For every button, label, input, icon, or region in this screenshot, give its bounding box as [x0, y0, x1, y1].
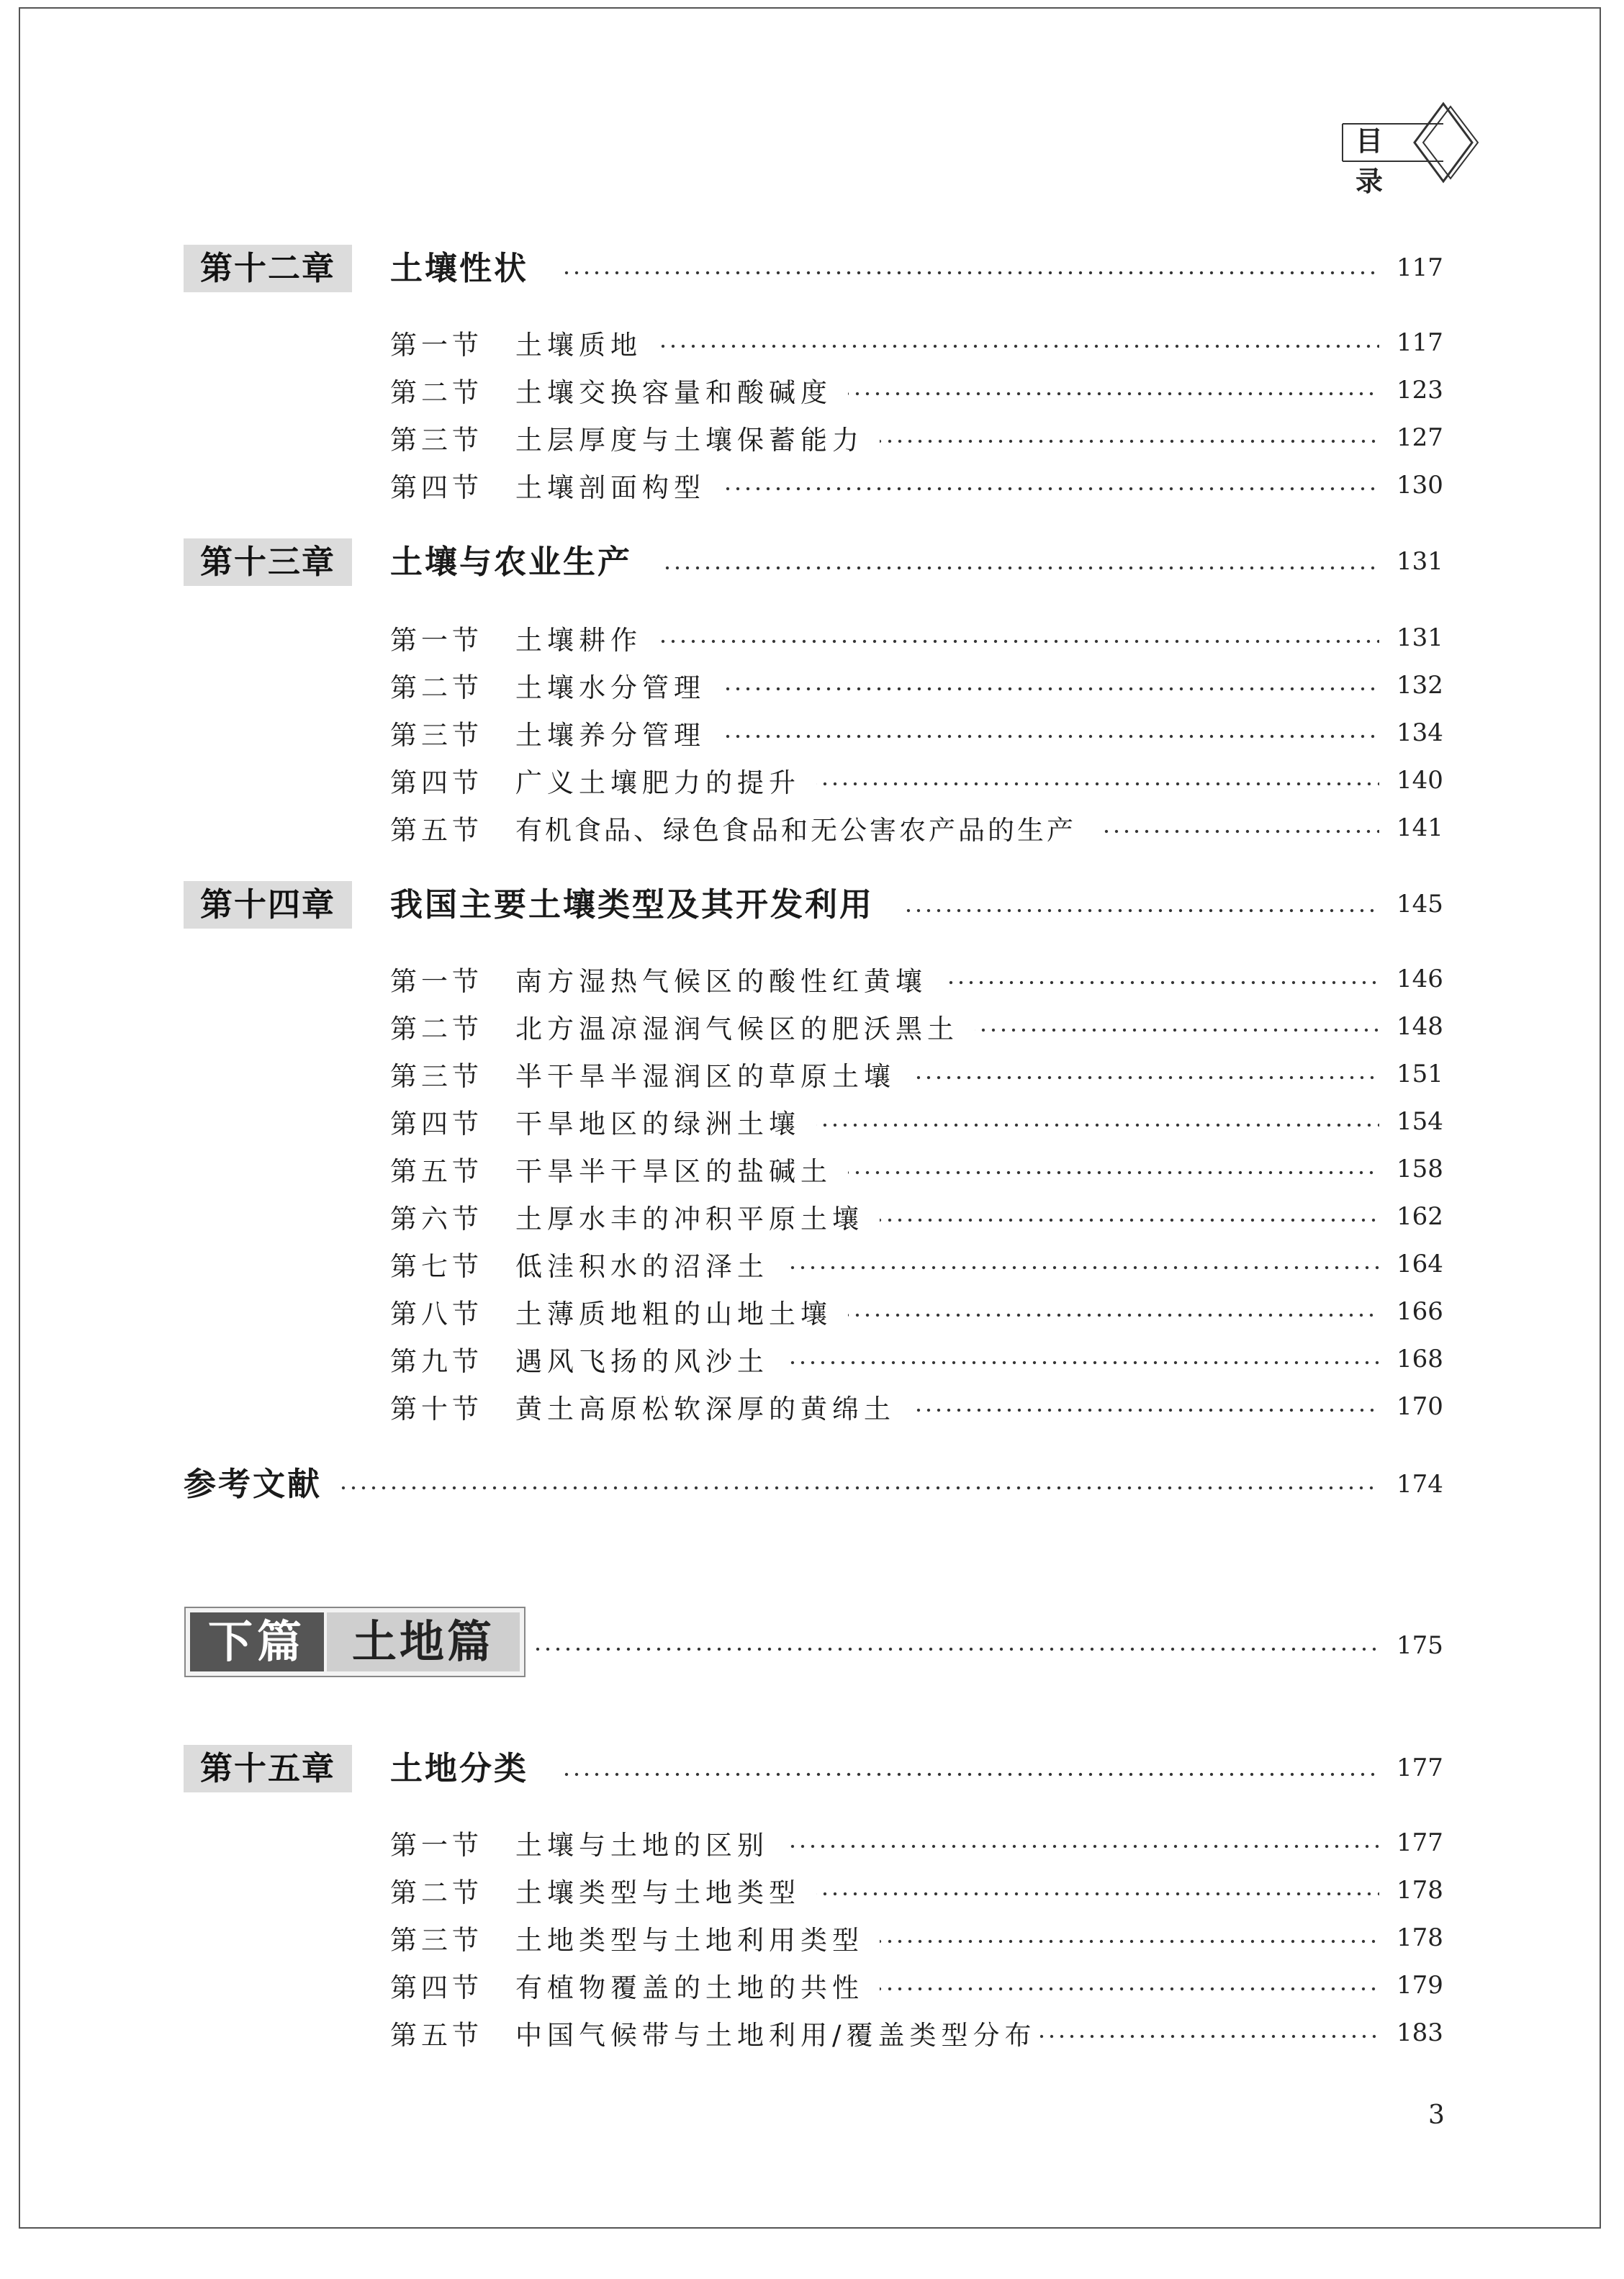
chapter-title[interactable]: 土壤与农业生产	[390, 538, 649, 586]
section-page-number: 134	[1397, 718, 1443, 747]
section-title[interactable]: 土壤与土地的区别	[515, 1827, 785, 1864]
section-page-number: 177	[1397, 1828, 1443, 1857]
section-title[interactable]: 土壤质地	[515, 327, 658, 364]
section-label: 第四节	[390, 472, 483, 503]
part-title: 土地篇	[327, 1612, 520, 1671]
references-page-number: 174	[1397, 1470, 1443, 1499]
section-page-number: 168	[1397, 1345, 1443, 1373]
section-page-number: 166	[1397, 1297, 1443, 1326]
dot-leader	[648, 344, 1379, 348]
dot-leader	[1037, 2034, 1379, 2039]
section-label: 第二节	[390, 377, 483, 408]
dot-leader	[713, 687, 1379, 691]
toc-header-badge	[1335, 99, 1487, 197]
section-title[interactable]: 土壤交换容量和酸碱度	[515, 374, 848, 412]
section-label: 第八节	[390, 1299, 483, 1330]
section-label: 第二节	[390, 672, 483, 703]
dot-leader	[842, 392, 1379, 396]
section-label: 第三节	[390, 1925, 483, 1956]
section-title[interactable]: 遇风飞扬的风沙土	[515, 1343, 785, 1381]
section-label: 第三节	[390, 425, 483, 456]
section-title[interactable]: 土薄质地粗的山地土壤	[515, 1296, 848, 1333]
dot-leader	[810, 1892, 1379, 1896]
chapter-title[interactable]: 土壤性状	[390, 245, 546, 292]
section-title[interactable]: 土地类型与土地利用类型	[515, 1922, 880, 1959]
section-page-number: 127	[1397, 423, 1443, 452]
dot-leader	[903, 1408, 1379, 1412]
chapter-label: 第十五章	[184, 1745, 352, 1792]
dot-leader	[810, 782, 1379, 786]
chapter-page-number: 145	[1397, 890, 1443, 919]
dot-leader	[561, 1772, 1379, 1777]
dot-leader	[713, 734, 1379, 739]
dot-leader	[662, 566, 1379, 570]
dot-leader	[875, 439, 1379, 443]
dot-leader	[777, 1844, 1379, 1849]
dot-leader	[1101, 829, 1379, 834]
section-page-number: 164	[1397, 1250, 1443, 1278]
section-title[interactable]: 有机食品、绿色食品和无公害农产品的生产	[515, 812, 1081, 849]
section-title[interactable]: 中国气候带与土地利用/覆盖类型分布	[515, 2017, 1040, 2054]
dot-leader	[810, 1123, 1379, 1127]
section-title[interactable]: 土壤耕作	[515, 622, 658, 659]
part-badge[interactable]	[184, 1607, 525, 1677]
section-label: 第五节	[390, 815, 483, 846]
section-title[interactable]: 干旱半干旱区的盐碱土	[515, 1153, 848, 1191]
section-page-number: 158	[1397, 1155, 1443, 1183]
chapter-page-number: 131	[1397, 547, 1443, 576]
dot-leader	[842, 1170, 1379, 1175]
chapter-label: 第十二章	[184, 245, 352, 292]
section-title[interactable]: 土壤类型与土地类型	[515, 1874, 816, 1912]
section-page-number: 131	[1397, 623, 1443, 652]
chapter-page-number: 117	[1397, 253, 1443, 282]
dot-leader	[875, 1939, 1379, 1944]
section-title[interactable]: 土壤养分管理	[515, 717, 721, 754]
section-title[interactable]: 半干旱半湿润区的草原土壤	[515, 1058, 911, 1096]
dot-leader	[648, 639, 1379, 644]
section-title[interactable]: 南方湿热气候区的酸性红黄壤	[515, 963, 943, 1001]
section-label: 第一节	[390, 625, 483, 656]
section-title[interactable]: 土厚水丰的冲积平原土壤	[515, 1201, 880, 1238]
chapter-title[interactable]: 我国主要土壤类型及其开发利用	[390, 881, 891, 929]
chapter-page-number: 177	[1397, 1754, 1443, 1782]
section-title[interactable]: 土壤水分管理	[515, 669, 721, 707]
dot-leader	[777, 1360, 1379, 1365]
dot-leader	[875, 1218, 1379, 1222]
dot-leader	[561, 271, 1379, 275]
section-label: 第三节	[390, 1061, 483, 1092]
section-label: 第五节	[390, 1156, 483, 1187]
chapter-label: 第十四章	[184, 881, 352, 929]
dot-leader	[533, 1647, 1379, 1651]
section-label: 第二节	[390, 1877, 483, 1908]
section-page-number: 162	[1397, 1202, 1443, 1231]
section-label: 第五节	[390, 2020, 483, 2051]
section-label: 第四节	[390, 1109, 483, 1140]
section-page-number: 170	[1397, 1392, 1443, 1421]
section-page-number: 178	[1397, 1923, 1443, 1952]
section-label: 第一节	[390, 330, 483, 361]
section-title[interactable]: 有植物覆盖的土地的共性	[515, 1969, 880, 2007]
dot-leader	[338, 1486, 1379, 1490]
section-page-number: 140	[1397, 766, 1443, 795]
dot-leader	[875, 1987, 1379, 1991]
section-label: 第七节	[390, 1251, 483, 1282]
footer-page-number: 3	[1428, 2100, 1445, 2130]
toc-badge-label: 目录	[1355, 125, 1401, 197]
dot-leader	[842, 1313, 1379, 1317]
dot-leader	[713, 487, 1379, 491]
section-title[interactable]: 黄土高原松软深厚的黄绵土	[515, 1391, 911, 1428]
section-page-number: 117	[1397, 328, 1443, 357]
dot-leader	[903, 1075, 1379, 1080]
section-title[interactable]: 土层厚度与土壤保蓄能力	[515, 422, 880, 459]
section-label: 第十节	[390, 1394, 483, 1425]
section-title[interactable]: 干旱地区的绿洲土壤	[515, 1106, 816, 1143]
section-page-number: 132	[1397, 671, 1443, 700]
section-page-number: 146	[1397, 965, 1443, 993]
section-title[interactable]: 广义土壤肥力的提升	[515, 764, 816, 802]
section-label: 第四节	[390, 767, 483, 798]
section-label: 第二节	[390, 1014, 483, 1044]
references-title[interactable]: 参考文献	[184, 1463, 336, 1506]
section-label: 第一节	[390, 1830, 483, 1861]
chapter-label: 第十三章	[184, 538, 352, 586]
part-page-number: 175	[1397, 1631, 1443, 1660]
section-page-number: 154	[1397, 1107, 1443, 1136]
section-title[interactable]: 北方温凉湿润气候区的肥沃黑土	[515, 1011, 975, 1048]
part-label: 下篇	[190, 1612, 324, 1671]
dot-leader	[936, 980, 1379, 985]
section-label: 第一节	[390, 966, 483, 997]
section-page-number: 130	[1397, 471, 1443, 500]
dot-leader	[903, 908, 1379, 913]
section-page-number: 123	[1397, 376, 1443, 405]
section-label: 第四节	[390, 1972, 483, 2003]
section-label: 第九节	[390, 1346, 483, 1377]
dot-leader	[777, 1265, 1379, 1270]
section-page-number: 178	[1397, 1876, 1443, 1905]
section-label: 第三节	[390, 720, 483, 751]
section-page-number: 141	[1397, 813, 1443, 842]
section-page-number: 148	[1397, 1012, 1443, 1041]
chapter-title[interactable]: 土地分类	[390, 1745, 546, 1792]
section-page-number: 151	[1397, 1060, 1443, 1088]
section-page-number: 183	[1397, 2018, 1443, 2047]
section-title[interactable]: 低洼积水的沼泽土	[515, 1248, 785, 1286]
section-label: 第六节	[390, 1204, 483, 1235]
section-page-number: 179	[1397, 1971, 1443, 2000]
dot-leader	[968, 1028, 1379, 1032]
section-title[interactable]: 土壤剖面构型	[515, 469, 721, 507]
